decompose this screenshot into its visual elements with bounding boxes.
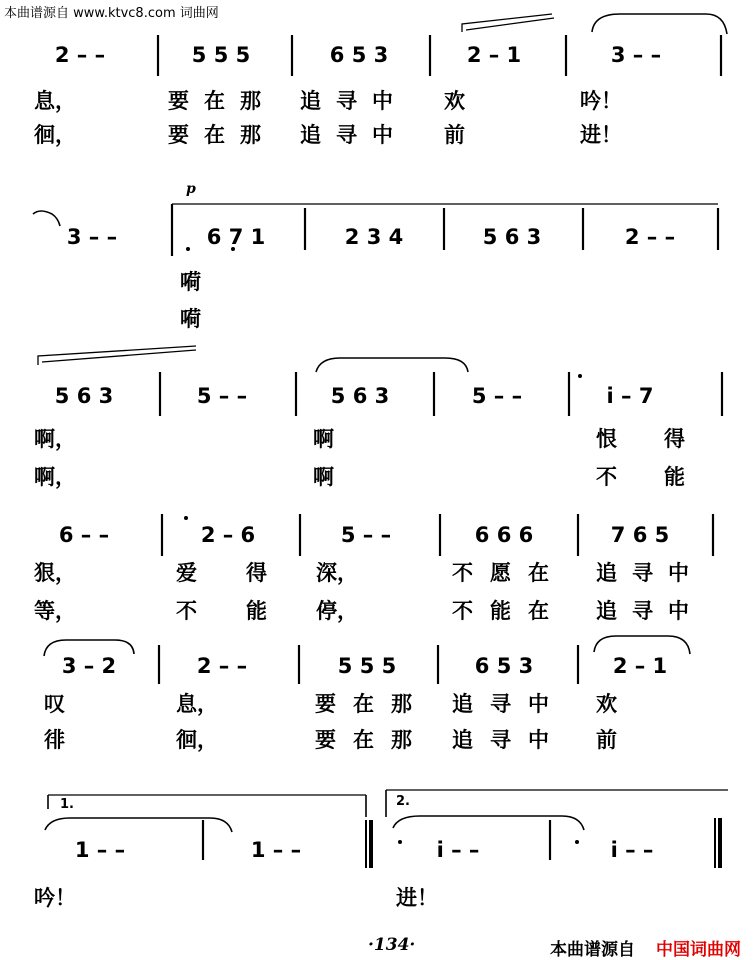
lyric-s1-v1: 那	[240, 89, 261, 113]
page-number: ·134·	[368, 935, 416, 955]
lyric-s4-v1: 中	[668, 561, 689, 585]
lyric-s3-v2: 啊	[313, 465, 334, 489]
lyric-s4-v2: 能	[246, 599, 267, 623]
notes-s1-m4: 2 – 1	[466, 43, 522, 67]
notes-s4-m3: 5 – –	[340, 523, 392, 547]
lyric-s1-v1: 息，	[34, 89, 76, 113]
lyric-s5-v1: 欢	[596, 692, 617, 716]
lyric-s5-v2: 那	[391, 728, 412, 752]
lyric-s3-v2: 不	[596, 465, 617, 489]
lyric-s4-v2: 能	[490, 599, 511, 623]
lyric-s3-v1: 啊，	[34, 427, 76, 451]
notes-s6-m4: i – –	[610, 838, 654, 862]
lyric-s3-v1: 得	[664, 427, 685, 451]
lyric-s5-v2: 徊，	[176, 728, 218, 752]
notes-s3-m1: 5 6 3	[54, 384, 114, 408]
volta-1-label: 1.	[60, 797, 74, 812]
volta-2-label: 2.	[396, 794, 410, 809]
lyric-s3-v2: 啊，	[34, 465, 76, 489]
notes-s5-m4: 6 5 3	[474, 654, 534, 678]
lyric-s5-v2: 在	[353, 728, 374, 752]
lyric-s1-v2: 那	[240, 123, 261, 147]
watermark: 本曲谱源自 www.ktvc8.com 词曲网	[4, 6, 219, 21]
lyric-s5-v1: 中	[528, 692, 549, 716]
lyric-s1-v2: 追	[300, 123, 321, 147]
lyric-s5-v2: 徘	[44, 728, 65, 752]
lyric-s4-v1: 追	[596, 561, 617, 585]
notes-s1-m2: 5 5 5	[191, 43, 251, 67]
lyric-s4-v1: 不	[452, 561, 473, 585]
lyric-s5-v1: 息，	[176, 692, 218, 716]
lyric-s5-v1: 要	[315, 692, 336, 716]
lyric-s4-v2: 在	[528, 599, 549, 623]
lyric-s4-v1: 在	[528, 561, 549, 585]
notes-s2-m1: 3 – –	[66, 225, 118, 249]
lyric-s5-v2: 要	[315, 728, 336, 752]
notes-s3-m5: i – 7	[606, 384, 654, 408]
lyric-s1-v2: 在	[204, 123, 225, 147]
lyric-s5-v2: 中	[528, 728, 549, 752]
lyric-s4-v1: 寻	[632, 561, 653, 585]
lyric-s1-v2: 中	[372, 123, 393, 147]
lyric-s6-v1: 吟！	[34, 886, 76, 910]
footer-site-name: 中国词曲网	[656, 940, 741, 960]
lyric-s2-v2: 嗬	[180, 307, 201, 331]
lyric-s5-v1: 叹	[44, 692, 65, 716]
notes-s1-m3: 6 5 3	[329, 43, 389, 67]
lyric-s4-v1: 狠，	[34, 561, 76, 585]
lyric-s4-v2: 不	[176, 599, 197, 623]
dynamic-mark: p	[186, 181, 196, 197]
notes-s2-m5: 2 – –	[624, 225, 676, 249]
lyric-s4-v1: 得	[246, 561, 267, 585]
notes-s2-m3: 2 3 4	[344, 225, 404, 249]
lyric-s5-v1: 那	[391, 692, 412, 716]
lyric-s5-v1: 在	[353, 692, 374, 716]
lyric-s5-v1: 追	[452, 692, 473, 716]
lyric-s4-v2: 追	[596, 599, 617, 623]
lyric-s1-v1: 寻	[336, 89, 357, 113]
notes-s1-m5: 3 – –	[610, 43, 662, 67]
lyric-s1-v1: 欢	[444, 89, 465, 113]
lyric-s1-v1: 追	[300, 89, 321, 113]
lyric-s3-v1: 啊	[313, 427, 334, 451]
notes-s4-m1: 6 – –	[58, 523, 110, 547]
lyric-s1-v1: 要	[168, 89, 189, 113]
notes-s6-m3: i – –	[436, 838, 480, 862]
notes-s2-m2: 6 7 1	[206, 225, 266, 249]
notes-s1-m1: 2 – –	[54, 43, 106, 67]
notes-s5-m5: 2 – 1	[612, 654, 668, 678]
lyric-s4-v2: 中	[668, 599, 689, 623]
lyric-s3-v1: 恨	[596, 427, 617, 451]
notes-s3-m2: 5 – –	[196, 384, 248, 408]
lyric-s1-v1: 在	[204, 89, 225, 113]
lyric-s2-v1: 嗬	[180, 270, 201, 294]
notes-s5-m3: 5 5 5	[337, 654, 397, 678]
lyric-s5-v2: 前	[596, 728, 617, 752]
lyric-s1-v1: 吟！	[580, 89, 622, 113]
lyric-s4-v2: 寻	[632, 599, 653, 623]
lyric-s4-v2: 停，	[316, 599, 358, 623]
lyric-s4-v1: 愿	[490, 561, 511, 585]
notes-s6-m2: 1 – –	[250, 838, 302, 862]
lyric-s1-v2: 前	[444, 123, 465, 147]
lyric-s3-v2: 能	[664, 465, 685, 489]
footer-source-label: 本曲谱源自	[550, 940, 635, 960]
notes-s4-m2: 2 – 6	[200, 523, 256, 547]
lyric-s4-v1: 深，	[316, 561, 358, 585]
notes-s5-m2: 2 – –	[196, 654, 248, 678]
lyric-s5-v2: 追	[452, 728, 473, 752]
lyric-s4-v2: 不	[452, 599, 473, 623]
notes-s4-m4: 6 6 6	[474, 523, 534, 547]
lyric-s1-v2: 寻	[336, 123, 357, 147]
notes-s5-m1: 3 – 2	[61, 654, 117, 678]
notes-s2-m4: 5 6 3	[482, 225, 542, 249]
notes-s4-m5: 7 6 5	[610, 523, 670, 547]
lyric-s1-v2: 要	[168, 123, 189, 147]
lyric-s6-v2: 进！	[396, 886, 438, 910]
lyric-s4-v1: 爱	[176, 561, 197, 585]
notes-s6-m1: 1 – –	[74, 838, 126, 862]
lyric-s5-v2: 寻	[490, 728, 511, 752]
lyric-s5-v1: 寻	[490, 692, 511, 716]
notes-s3-m3: 5 6 3	[330, 384, 390, 408]
lyric-s1-v2: 徊，	[34, 123, 76, 147]
lyric-s1-v1: 中	[372, 89, 393, 113]
lyric-s1-v2: 进！	[580, 123, 622, 147]
notes-s3-m4: 5 – –	[471, 384, 523, 408]
lyric-s4-v2: 等，	[34, 599, 76, 623]
